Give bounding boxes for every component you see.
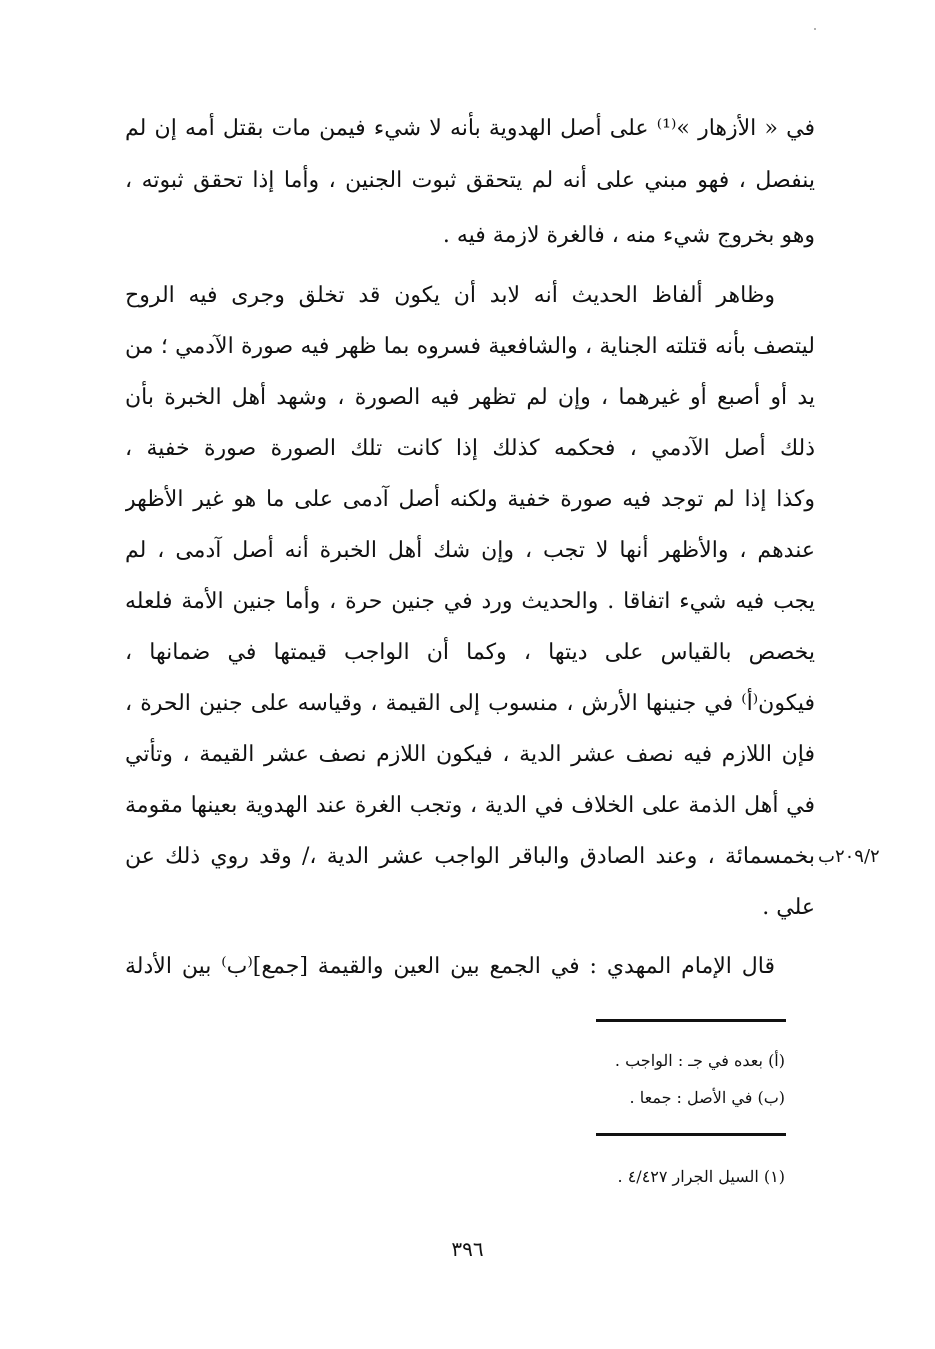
text-line: عندهم ، والأظهر أنها لا تجب ، وإن شك أهل الخبرة أنه أصل آدمى ، لم <box>125 538 815 563</box>
text-line: وهو بخروج شيء منه ، فالغرة لازمة فيه . <box>442 223 815 248</box>
footnote-source: (١) السيل الجرار ٤/٤٢٧ . <box>617 1167 785 1186</box>
text-line: وظاهر ألفاظ الحديث أنه لابد أن يكون قد تخلق وجرى فيه الروح <box>125 283 775 308</box>
folio-margin-note: ٢٠٩/٢ب <box>818 846 880 867</box>
scan-speck <box>814 28 816 30</box>
text-line: قال الإمام المهدي : في الجمع بين العين والقيمة [جمع]⁽ب⁾ بين الأدلة <box>125 954 775 979</box>
text-line: بخمسمائة ، وعند الصادق والباقر الواجب عشر الدية ،/ وقد روي ذلك عن <box>125 844 815 869</box>
footnote-variant: (أ) بعده في جـ : الواجب . <box>614 1051 785 1070</box>
footnote-separator <box>596 1133 786 1136</box>
page-number: ٣٩٦ <box>451 1237 484 1261</box>
text-line: وكذا إذا لم توجد فيه صورة خفية ولكنه أصل آدمى على ما هو غير الأظهر <box>125 487 815 512</box>
footnote-separator <box>596 1019 786 1022</box>
text-line: فيكون⁽أ⁾ في جنينها الأرش ، منسوب إلى القيمة ، وقياسه على جنين الحرة ، <box>125 691 815 716</box>
text-line: يد أو أصبع أو غيرهما ، وإن لم تظهر فيه الصورة ، وشهد أهل الخبرة بأن <box>125 385 815 410</box>
footnote-variant: (ب) في الأصل : جمعا . <box>629 1088 785 1107</box>
text-line: ليتصف بأنه قتلته الجناية ، والشافعية فسروه بما ظهر فيه صورة الآدمي ؛ من <box>125 334 815 359</box>
text-line: في أهل الذمة على الخلاف في الدية ، وتجب الغرة عند الهدوية بعينها مقومة <box>125 793 815 818</box>
text-line: يخصص بالقياس على ديتها ، وكما أن الواجب قيمتها في ضمانها ، <box>125 640 815 665</box>
text-line: فإن اللازم فيه نصف عشر الدية ، فيكون اللازم نصف عشر القيمة ، وتأتي <box>125 742 815 767</box>
text-line: ينفصل ، فهو مبني على أنه لم يتحقق ثبوت الجنين ، وأما إذا تحقق ثبوته ، <box>125 168 815 193</box>
text-line: علي . <box>762 895 815 920</box>
text-line: ذلك أصل الآدمي ، فحكمه كذلك إذا كانت تلك الصورة صورة خفية ، <box>125 436 815 461</box>
text-line: في « الأزهار »⁽¹⁾ على أصل الهدوية بأنه لا شيء فيمن مات بقتل أمه إن لم <box>125 116 815 141</box>
text-line: يجب فيه شيء اتفاقا . والحديث ورد في جنين حرة ، وأما جنين الأمة فلعله <box>125 589 815 614</box>
